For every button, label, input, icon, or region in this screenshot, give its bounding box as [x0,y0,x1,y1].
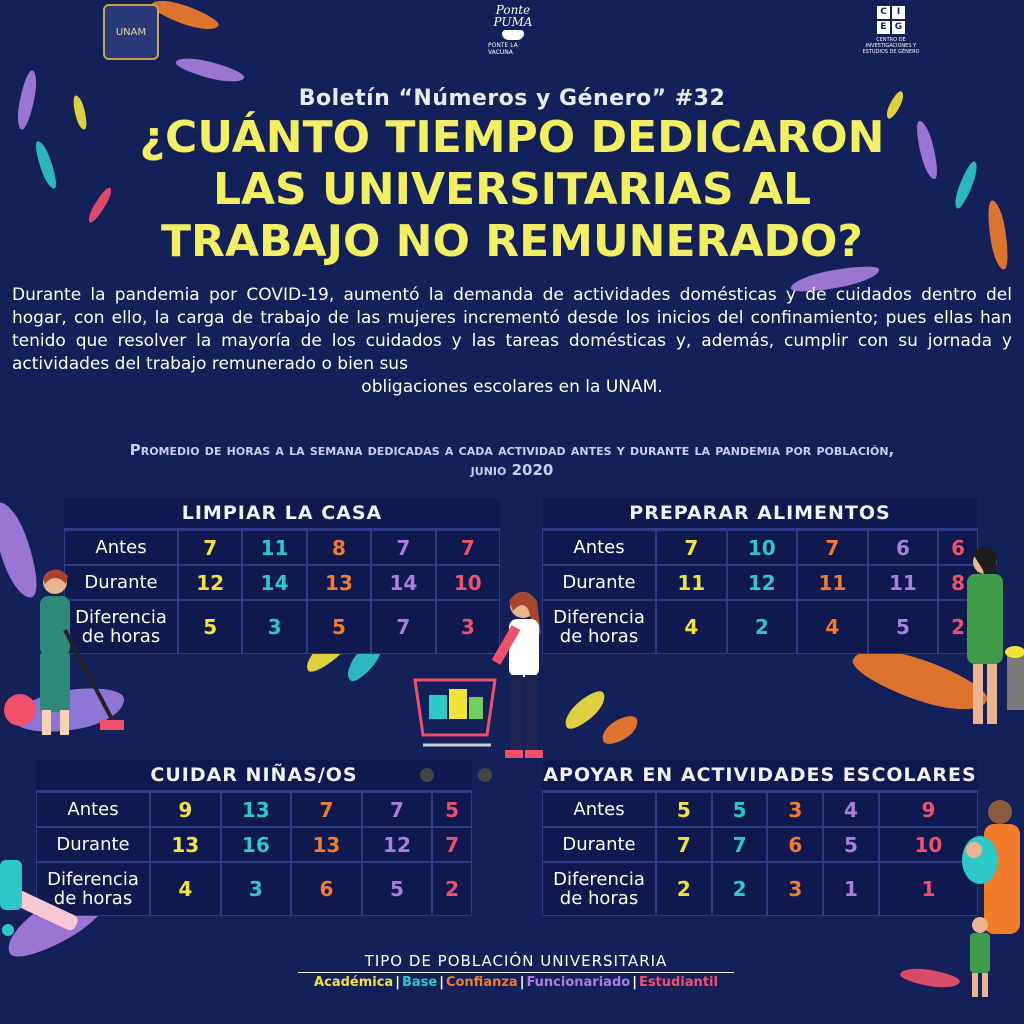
table-cell: 7 [291,792,362,827]
woman-with-baby-illustration [950,790,1024,1010]
woman-with-cart-illustration [405,585,555,790]
legend-item-estudiantil: Estudiantil [638,975,718,990]
legend-item-confianza: Confianza [445,975,518,990]
table-cell: 4 [656,600,727,654]
row-label-line: de horas [81,626,161,647]
table-cell: 11 [868,565,939,600]
table-cell: 12 [178,565,242,600]
table-cell: 3 [767,862,823,916]
row-label-line: Diferencia [75,607,167,628]
table-cell: 2 [712,862,768,916]
cieg-letter: E [877,21,890,34]
table-cell: 14 [371,565,435,600]
table-cell: 12 [362,827,433,862]
woman-cooking-illustration [955,540,1024,740]
section-subtitle [60,440,964,480]
legend-items [298,975,734,990]
unam-logo [103,4,159,60]
cieg-letter: G [892,21,905,34]
row-label-line: de horas [559,888,639,909]
puma-icon [502,30,524,40]
row-label-antes: Antes [36,792,150,827]
row-label-diferencia [542,600,656,654]
table-cell: 7 [432,827,472,862]
row-label-diferencia [542,862,656,916]
legend-separator: | [519,975,525,990]
decorative-swash [174,53,246,87]
row-label-durante: Durante [542,565,656,600]
intro-text-end: obligaciones escolares en la UNAM. [361,377,663,397]
decorative-swash [598,711,643,748]
table-cell: 2 [432,862,472,916]
decorative-swash [559,686,610,733]
table-cell: 9 [879,792,978,827]
table-cell: 13 [221,792,292,827]
table-cell: 3 [242,600,306,654]
puma-brand: Ponte PUMA [493,3,533,29]
table-cell: 6 [291,862,362,916]
decorative-swash [149,0,221,35]
legend-separator: | [439,975,444,990]
table-cell: 9 [150,792,221,827]
row-label-line: Diferencia [47,869,139,890]
legend-title: TIPO DE POBLACIÓN UNIVERSITARIA [298,952,734,973]
puma-sub: PONTE LA VACUNA [488,42,518,56]
bulletin-label: Boletín “Números y Género” #32 [298,86,726,111]
table-cell: 5 [823,827,879,862]
row-label-durante: Durante [542,827,656,862]
table-cell: 1 [823,862,879,916]
intro-paragraph [12,284,1012,399]
table-cell: 11 [656,565,727,600]
decorative-swash [32,139,60,190]
table-cell: 10 [879,827,978,862]
legend-item-base: Base [401,975,438,990]
table-cell: 4 [823,792,879,827]
table-cell: 8 [307,530,371,565]
table-cell: 7 [436,530,500,565]
table-cell: 1 [879,862,978,916]
table-cell: 7 [656,827,712,862]
table-cell: 16 [221,827,292,862]
legend-item-academica: Académica [314,975,394,990]
table-title: CUIDAR NIÑAS/OS [36,760,472,792]
table-cell: 10 [436,565,500,600]
decorative-swash [984,199,1012,271]
table-cell: 13 [291,827,362,862]
table-title: APOYAR EN ACTIVIDADES ESCOLARES [542,760,978,792]
table-cell: 7 [362,792,433,827]
intro-text: Durante la pandemia por COVID-19, aumentó la demanda de actividades domésticas y de cuidados dentro del hogar, con ello, la carga de trabajo de las mujeres incrementó desde los inicios del confinamiento; pues ellas han tenido que resolver la mayoría de los cuidados y las tareas domésticas y, además, cumplir con su jornada y actividades del trabajo remunerado o bien sus [12,285,1012,374]
table-cell: 5 [178,600,242,654]
table-cell: 14 [242,565,306,600]
table-cell: 5 [868,600,939,654]
row-label-line: de horas [559,626,639,647]
table-cell: 2 [727,600,798,654]
row-label-antes: Antes [64,530,178,565]
table-cell: 13 [150,827,221,862]
table-cell: 11 [797,565,868,600]
person-ironing-illustration [0,860,90,980]
table-title: LIMPIAR LA CASA [64,498,500,530]
row-label-durante: Durante [36,827,150,862]
cieg-name: CENTRO DE INVESTIGACIONES Y ESTUDIOS DE GÉNERO [862,36,920,55]
table-cell: 6 [767,827,823,862]
table-cell: 7 [797,530,868,565]
row-label-line: Diferencia [553,607,645,628]
table-apoyar-actividades-escolares [542,760,978,916]
page-title: ¿CUÁNTO TIEMPO DEDICARON LAS UNIVERSITARIAS AL TRABAJO NO REMUNERADO? [139,112,885,267]
row-label-line: de horas [53,888,133,909]
table-cell: 3 [221,862,292,916]
cieg-logo [856,4,926,56]
table-title: PREPARAR ALIMENTOS [542,498,978,530]
table-cell: 5 [307,600,371,654]
table-cell: 7 [178,530,242,565]
table-cell: 10 [727,530,798,565]
cieg-letter: I [892,6,905,19]
legend-item-funcionariado: Funcionariado [526,975,631,990]
decorative-swash [952,159,980,210]
table-cell: 5 [656,792,712,827]
row-label-line: Diferencia [553,869,645,890]
row-label-antes: Antes [542,530,656,565]
legend-separator: | [632,975,637,990]
row-label-durante: Durante [64,565,178,600]
table-cell: 3 [767,792,823,827]
table-preparar-alimentos [542,498,978,654]
table-cell: 6 [868,530,939,565]
table-cell: 6 [938,530,978,565]
table-cell: 5 [432,792,472,827]
table-cell: 4 [797,600,868,654]
table-cell: 2 [938,600,978,654]
legend-separator: | [395,975,400,990]
table-cell: 7 [371,530,435,565]
table-cell: 12 [727,565,798,600]
table-cell: 13 [307,565,371,600]
table-cell: 7 [656,530,727,565]
table-cell: 3 [436,600,500,654]
unam-logo-text: UNAM [115,26,147,38]
table-cell: 5 [362,862,433,916]
subtitle-line: Promedio de horas a la semana dedicadas a cada actividad antes y durante la pandemia por población, [129,441,895,459]
woman-vacuuming-illustration [0,560,130,750]
table-cell: 4 [150,862,221,916]
table-cell: 8 [938,565,978,600]
row-label-antes: Antes [542,792,656,827]
table-cell: 7 [712,827,768,862]
table-cell: 2 [656,862,712,916]
ponte-puma-logo [488,4,538,56]
table-cell: 7 [371,600,435,654]
table-cell: 5 [712,792,768,827]
legend [298,952,734,990]
cieg-letter: C [877,6,890,19]
subtitle-line: junio 2020 [470,461,554,479]
table-cell: 11 [242,530,306,565]
